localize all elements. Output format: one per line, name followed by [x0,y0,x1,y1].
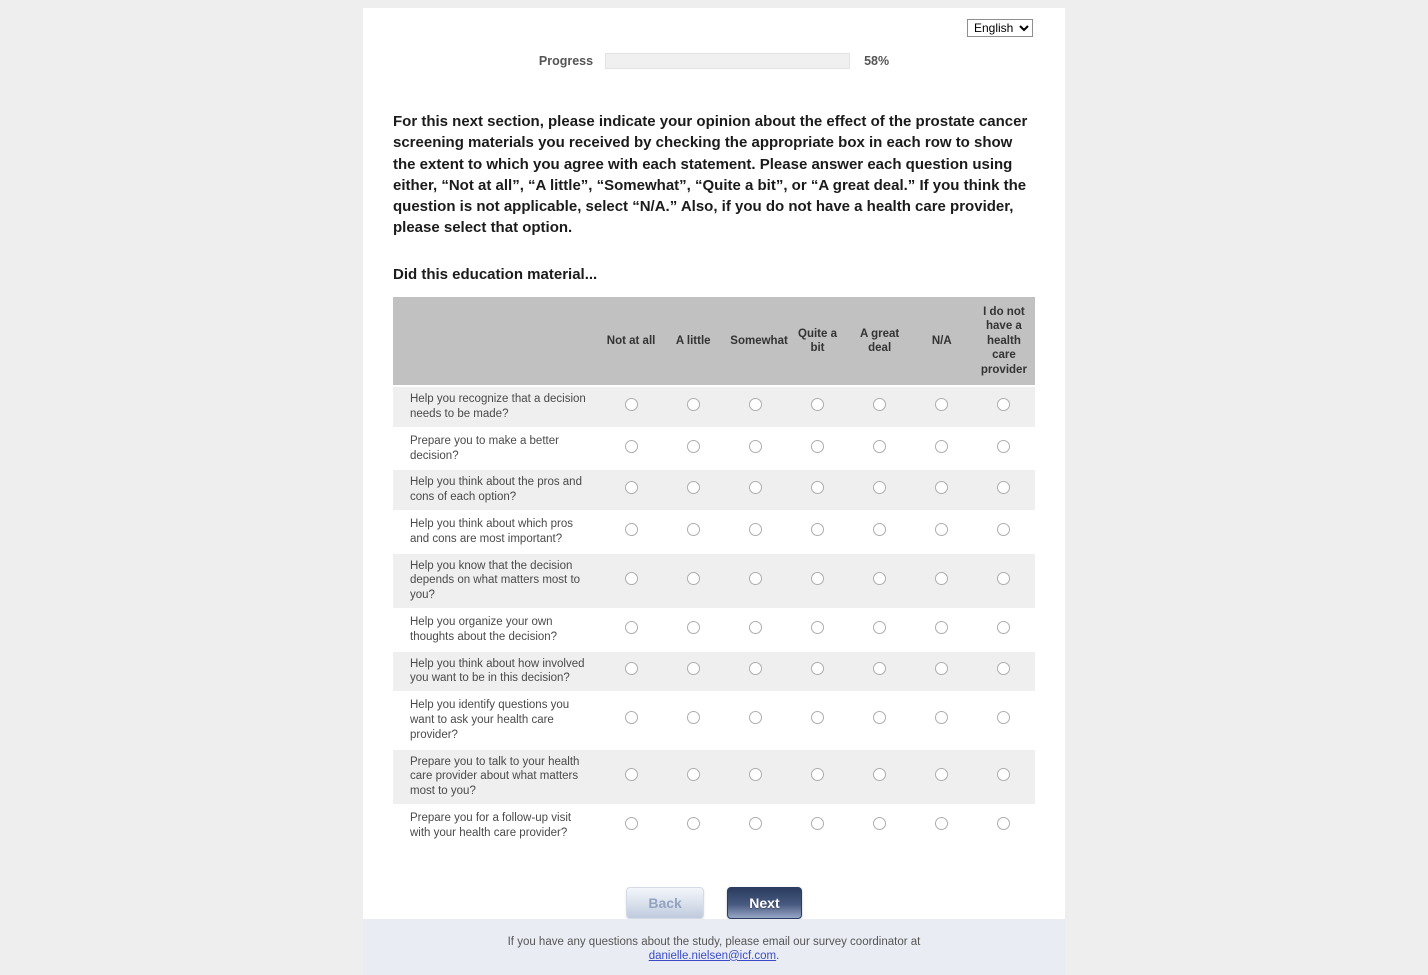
radio-button[interactable] [811,768,824,781]
radio-button[interactable] [997,621,1010,634]
radio-cell[interactable] [662,469,724,511]
radio-button[interactable] [811,711,824,724]
column-header: I do not have a health care provider [973,297,1035,387]
radio-cell[interactable] [911,805,973,847]
radio-button[interactable] [749,481,762,494]
progress-bar [605,53,850,69]
radio-cell[interactable] [600,692,662,748]
table-row [393,805,1035,847]
radio-button[interactable] [935,481,948,494]
radio-cell[interactable] [973,692,1035,748]
radio-button[interactable] [687,621,700,634]
radio-cell[interactable] [786,609,848,651]
radio-cell[interactable] [911,609,973,651]
radio-button[interactable] [687,711,700,724]
radio-cell[interactable] [600,469,662,511]
radio-button[interactable] [935,398,948,411]
question-text: Prepare you to make a better decision? [393,428,600,470]
radio-button[interactable] [749,572,762,585]
radio-button[interactable] [935,662,948,675]
radio-cell[interactable] [662,428,724,470]
question-text: Prepare you for a follow-up visit with your health care provider? [393,805,600,847]
instructions-text: For this next section, please indicate your opinion about the effect of the prostate cancer screening materials you received by checking the appropriate box in each row to show the extent to which you agree with each statement. Please answer each question using either, “Not at all”, “A little”, “Somewhat”, “Quite a bit”, or “A great deal.” If you think the question is not applicable, select “N/A.” Also, if you do not have a health care provider, please select that option. [393,113,1028,237]
navigation-buttons [393,887,1035,919]
radio-button[interactable] [749,621,762,634]
footer-period: . [776,949,780,962]
radio-button[interactable] [873,768,886,781]
table-row [393,749,1035,805]
radio-cell[interactable] [911,511,973,553]
radio-cell[interactable] [662,651,724,693]
table-row [393,609,1035,651]
radio-cell[interactable] [724,511,786,553]
matrix-body [393,386,1035,846]
table-row [393,692,1035,748]
radio-cell[interactable] [911,749,973,805]
radio-cell[interactable] [973,651,1035,693]
radio-button[interactable] [625,817,638,830]
radio-cell[interactable] [600,511,662,553]
radio-button[interactable] [935,817,948,830]
radio-cell[interactable] [849,805,911,847]
radio-cell[interactable] [786,749,848,805]
empty-header-cell [393,297,600,387]
radio-cell[interactable] [662,386,724,428]
table-row [393,386,1035,428]
radio-cell[interactable] [600,386,662,428]
radio-cell[interactable] [724,805,786,847]
question-text: Help you think about the pros and cons of each option? [393,469,600,511]
radio-button[interactable] [873,572,886,585]
section-heading: Did this education material... [393,265,598,283]
radio-cell[interactable] [662,553,724,609]
radio-button[interactable] [997,817,1010,830]
radio-cell[interactable] [786,553,848,609]
radio-cell[interactable] [973,805,1035,847]
footer [363,919,1065,975]
radio-button[interactable] [873,711,886,724]
radio-cell[interactable] [724,469,786,511]
radio-cell[interactable] [849,749,911,805]
column-header: A little [662,297,724,387]
footer-text: If you have any questions about the study, please email our survey coordinator at [507,935,921,948]
column-header: Somewhat [724,297,786,387]
radio-cell[interactable] [724,749,786,805]
radio-button[interactable] [687,817,700,830]
radio-cell[interactable] [849,428,911,470]
radio-button[interactable] [749,523,762,536]
radio-button[interactable] [687,398,700,411]
radio-button[interactable] [811,398,824,411]
column-header: Not at all [600,297,662,387]
radio-button[interactable] [687,662,700,675]
radio-cell[interactable] [662,749,724,805]
radio-cell[interactable] [911,553,973,609]
radio-button[interactable] [935,768,948,781]
radio-button[interactable] [935,523,948,536]
radio-button[interactable] [873,621,886,634]
matrix-header-row [393,297,1035,387]
radio-button[interactable] [749,711,762,724]
column-header: Quite a bit [786,297,848,387]
radio-cell[interactable] [849,609,911,651]
radio-button[interactable] [625,662,638,675]
radio-button[interactable] [935,621,948,634]
question-text: Help you recognize that a decision needs to be made? [393,386,600,428]
radio-button[interactable] [997,398,1010,411]
radio-cell[interactable] [662,805,724,847]
radio-cell[interactable] [911,386,973,428]
radio-button[interactable] [749,768,762,781]
question-text: Prepare you to talk to your health care provider about what matters most to you? [393,749,600,805]
radio-button[interactable] [625,768,638,781]
radio-cell[interactable] [786,805,848,847]
progress-label: Progress [538,54,594,68]
radio-button[interactable] [811,621,824,634]
radio-button[interactable] [625,621,638,634]
radio-cell[interactable] [786,428,848,470]
column-header: A great deal [849,297,911,387]
radio-button[interactable] [687,440,700,453]
next-button[interactable]: Next [727,887,801,919]
coordinator-email-link[interactable]: danielle.nielsen@icf.com [648,949,777,962]
radio-cell[interactable] [724,553,786,609]
radio-button[interactable] [873,523,886,536]
progress-section [393,53,1035,69]
radio-button[interactable] [997,481,1010,494]
radio-cell[interactable] [600,651,662,693]
radio-button[interactable] [687,481,700,494]
radio-cell[interactable] [911,469,973,511]
radio-button[interactable] [811,817,824,830]
radio-button[interactable] [997,768,1010,781]
radio-cell[interactable] [973,386,1035,428]
radio-cell[interactable] [786,511,848,553]
radio-button[interactable] [997,523,1010,536]
radio-cell[interactable] [849,692,911,748]
radio-button[interactable] [997,440,1010,453]
radio-button[interactable] [873,662,886,675]
radio-cell[interactable] [662,609,724,651]
radio-cell[interactable] [600,428,662,470]
radio-cell[interactable] [662,511,724,553]
radio-button[interactable] [749,440,762,453]
radio-button[interactable] [935,572,948,585]
radio-button[interactable] [687,523,700,536]
table-row [393,469,1035,511]
radio-cell[interactable] [973,511,1035,553]
question-text: Help you know that the decision depends on what matters most to you? [393,553,600,609]
table-row [393,428,1035,470]
radio-cell[interactable] [786,651,848,693]
radio-button[interactable] [625,523,638,536]
radio-cell[interactable] [786,469,848,511]
radio-cell[interactable] [849,386,911,428]
radio-button[interactable] [625,481,638,494]
radio-cell[interactable] [911,428,973,470]
radio-cell[interactable] [849,553,911,609]
radio-button[interactable] [811,481,824,494]
radio-button[interactable] [687,768,700,781]
table-row [393,651,1035,693]
radio-button[interactable] [625,398,638,411]
radio-cell[interactable] [973,469,1035,511]
table-row [393,553,1035,609]
radio-button[interactable] [935,440,948,453]
radio-button[interactable] [997,572,1010,585]
radio-button[interactable] [749,662,762,675]
radio-cell[interactable] [724,692,786,748]
radio-cell[interactable] [911,692,973,748]
radio-cell[interactable] [849,651,911,693]
radio-cell[interactable] [724,651,786,693]
radio-button[interactable] [811,523,824,536]
radio-cell[interactable] [600,805,662,847]
question-text: Help you think about how involved you want to be in this decision? [393,651,600,693]
radio-cell[interactable] [849,511,911,553]
matrix-table [393,297,1035,848]
column-header: N/A [911,297,973,387]
radio-button[interactable] [749,817,762,830]
radio-cell[interactable] [600,609,662,651]
radio-button[interactable] [997,711,1010,724]
radio-button[interactable] [749,398,762,411]
radio-button[interactable] [873,398,886,411]
radio-cell[interactable] [724,428,786,470]
back-button[interactable]: Back [626,887,703,919]
radio-cell[interactable] [973,553,1035,609]
radio-cell[interactable] [724,609,786,651]
radio-button[interactable] [935,711,948,724]
radio-button[interactable] [997,662,1010,675]
page-column [363,0,1065,975]
radio-button[interactable] [811,440,824,453]
radio-cell[interactable] [973,749,1035,805]
radio-cell[interactable] [724,386,786,428]
radio-cell[interactable] [911,651,973,693]
language-select[interactable] [967,19,1033,37]
radio-cell[interactable] [786,386,848,428]
radio-cell[interactable] [600,749,662,805]
radio-button[interactable] [625,711,638,724]
radio-cell[interactable] [973,428,1035,470]
question-text: Help you organize your own thoughts about the decision? [393,609,600,651]
radio-cell[interactable] [600,553,662,609]
radio-button[interactable] [873,481,886,494]
radio-button[interactable] [873,440,886,453]
radio-button[interactable] [625,572,638,585]
radio-button[interactable] [811,662,824,675]
radio-button[interactable] [625,440,638,453]
survey-content [363,8,1065,919]
radio-button[interactable] [873,817,886,830]
progress-percent: 58% [864,54,890,68]
language-row [393,19,1035,37]
question-text: Help you think about which pros and cons are most important? [393,511,600,553]
radio-button[interactable] [811,572,824,585]
radio-button[interactable] [687,572,700,585]
table-row [393,511,1035,553]
radio-cell[interactable] [973,609,1035,651]
radio-cell[interactable] [662,692,724,748]
radio-cell[interactable] [786,692,848,748]
radio-cell[interactable] [849,469,911,511]
question-text: Help you identify questions you want to ask your health care provider? [393,692,600,748]
